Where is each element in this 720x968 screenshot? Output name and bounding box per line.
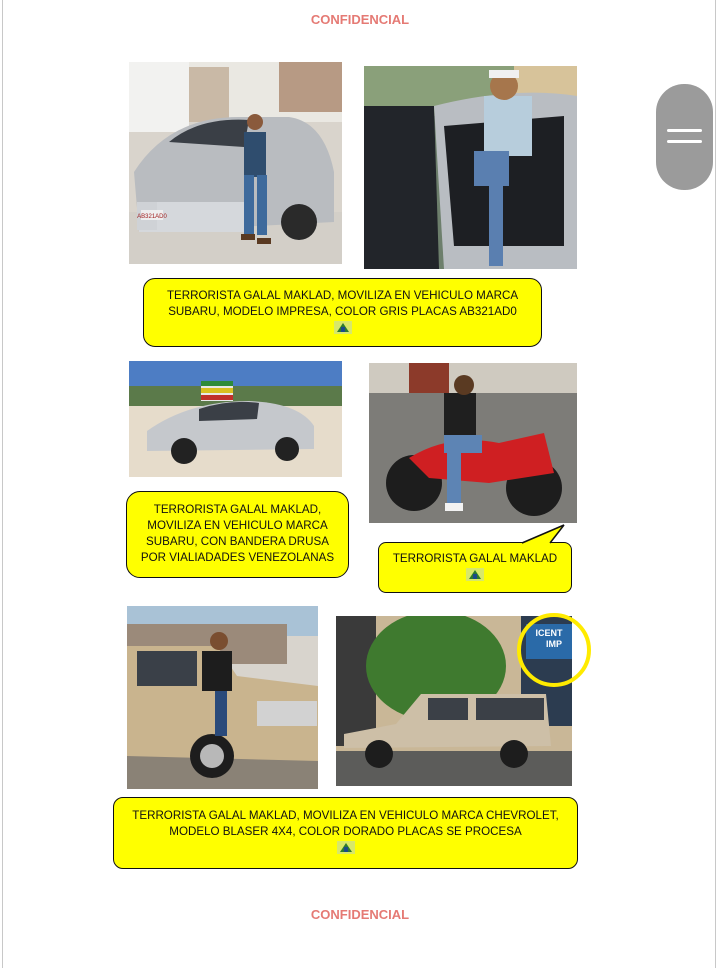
photo-man-gold-truck xyxy=(127,606,318,789)
emblem-stamp-icon xyxy=(466,568,484,581)
sign-text: ICENT xyxy=(535,628,563,638)
confidential-footer: CONFIDENCIAL xyxy=(310,907,410,922)
caption-line: TERRORISTA GALAL MAKLAD, xyxy=(153,503,322,516)
caption-subaru-impresa xyxy=(143,278,542,347)
page-left-border xyxy=(2,0,3,968)
caption-line: POR VIALIADADES VENEZOLANAS xyxy=(140,551,335,564)
photo-silver-car-flag xyxy=(129,361,342,477)
page-right-border xyxy=(715,0,716,968)
caption-chevrolet-blazer xyxy=(113,797,578,869)
caption-line: MODELO BLASER 4X4, COLOR DORADO PLACAS SE PROCESA xyxy=(169,825,522,838)
caption-line: SUBARU, MODELO IMPRESA, COLOR GRIS PLACAS AB321AD0 xyxy=(168,305,517,318)
scroll-handle[interactable] xyxy=(656,84,713,190)
highlight-circle xyxy=(514,612,594,692)
caption-motorcycle xyxy=(378,542,572,593)
photo-man-car-door xyxy=(364,66,577,269)
photo-man-silver-car xyxy=(129,62,342,264)
caption-line: SUBARU, CON BANDERA DRUSA xyxy=(146,535,329,548)
caption-line: TERRORISTA GALAL MAKLAD, MOVILIZA EN VEHICULO MARCA CHEVROLET, xyxy=(132,809,559,822)
confidential-header: CONFIDENCIAL xyxy=(310,12,410,27)
caption-subaru-bandera xyxy=(126,491,349,578)
caption-line: TERRORISTA GALAL MAKLAD, MOVILIZA EN VEHICULO MARCA xyxy=(166,289,519,302)
emblem-stamp-icon xyxy=(337,841,355,854)
license-plate-text: AB321AD0 xyxy=(137,214,167,220)
photo-man-motorcycle xyxy=(369,363,577,523)
caption-line: TERRORISTA GALAL MAKLAD xyxy=(392,552,558,565)
caption-line: MOVILIZA EN VEHICULO MARCA xyxy=(147,519,328,532)
sign-text: IMP xyxy=(545,639,563,649)
speech-bubble-tail xyxy=(520,524,566,544)
emblem-stamp-icon xyxy=(334,321,352,334)
